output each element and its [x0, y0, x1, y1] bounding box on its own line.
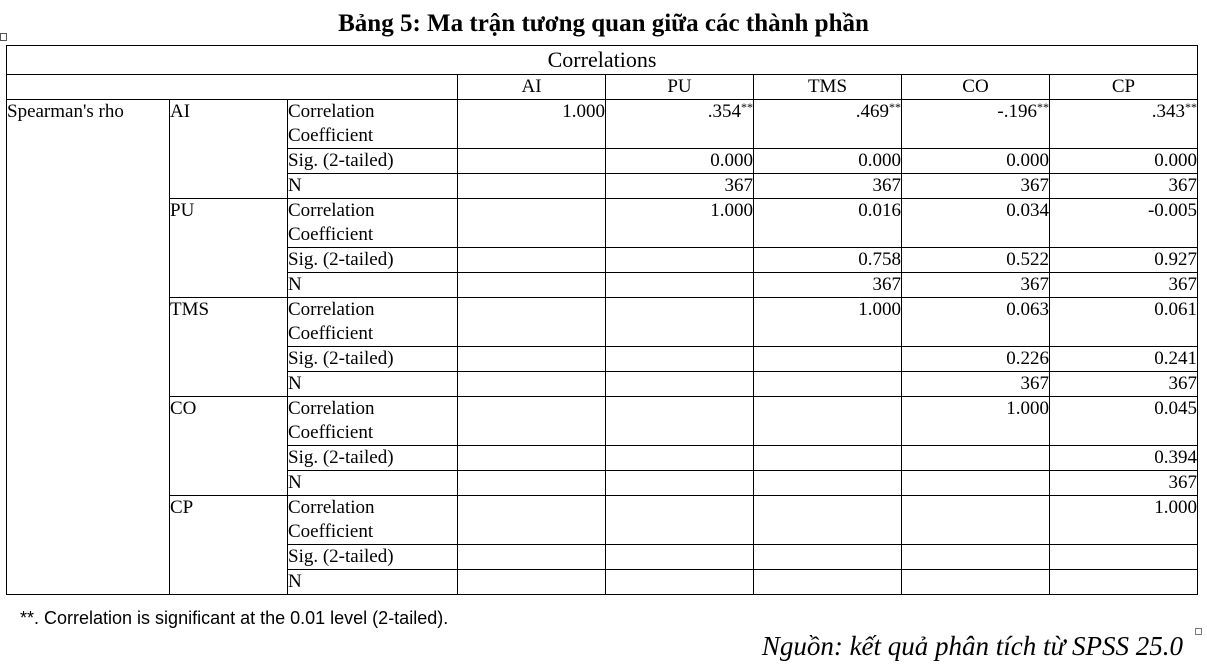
sig-value: 0.000	[606, 149, 754, 174]
n-value: 367	[902, 372, 1050, 397]
significance-marker: **	[741, 100, 753, 114]
coefficient-cell	[606, 199, 754, 248]
stat-label-sig: Sig. (2-tailed)	[288, 347, 458, 372]
coefficient-value: -.196	[997, 101, 1037, 122]
sig-value	[458, 545, 606, 570]
page-title: Bảng 5: Ma trận tương quan giữa các thành phần	[338, 10, 869, 37]
coefficient-cell	[1050, 397, 1198, 446]
sig-value	[902, 545, 1050, 570]
coefficient-cell	[754, 298, 902, 347]
stat-label-n: N	[288, 174, 458, 199]
table-row	[7, 496, 1198, 545]
n-value: 367	[754, 273, 902, 298]
coefficient-value: 1.000	[858, 299, 901, 320]
sig-value: 0.000	[902, 149, 1050, 174]
stat-label-n: N	[288, 372, 458, 397]
n-value: 367	[902, 273, 1050, 298]
coefficient-cell	[1050, 199, 1198, 248]
n-value	[902, 570, 1050, 595]
table-row	[7, 100, 1198, 149]
method-label: Spearman's rho	[7, 100, 170, 595]
stat-label-coefficient: Correlation Coefficient	[288, 298, 458, 347]
coefficient-cell	[458, 298, 606, 347]
coefficient-cell	[606, 100, 754, 149]
n-value	[754, 570, 902, 595]
sig-value	[606, 545, 754, 570]
n-value	[754, 372, 902, 397]
table-caption: Correlations	[7, 46, 1198, 75]
coefficient-cell	[902, 298, 1050, 347]
coefficient-cell	[754, 100, 902, 149]
stat-label-coefficient: Correlation Coefficient	[288, 496, 458, 545]
coefficient-value: .343	[1151, 101, 1186, 122]
coefficient-cell	[1050, 298, 1198, 347]
coefficient-cell	[902, 496, 1050, 545]
coefficient-value: 0.016	[858, 200, 901, 221]
stat-label-coefficient: Correlation Coefficient	[288, 100, 458, 149]
table-row	[7, 199, 1198, 248]
coefficient-value: 1.000	[1006, 398, 1049, 419]
n-value: 367	[606, 174, 754, 199]
sig-value	[754, 446, 902, 471]
sig-value	[458, 149, 606, 174]
coefficient-value: 0.034	[1006, 200, 1049, 221]
coefficient-value: .354	[707, 101, 741, 122]
n-value	[606, 372, 754, 397]
stat-label-coefficient: Correlation Coefficient	[288, 199, 458, 248]
coefficient-value: 1.000	[710, 200, 753, 221]
coefficient-cell	[458, 100, 606, 149]
column-header-cp: CP	[1050, 75, 1198, 100]
paragraph-end-icon	[1195, 628, 1202, 635]
sig-value: 0.000	[1050, 149, 1198, 174]
sig-value	[606, 347, 754, 372]
stat-label-sig: Sig. (2-tailed)	[288, 545, 458, 570]
coefficient-cell	[754, 199, 902, 248]
sig-value	[606, 446, 754, 471]
footnote: **. Correlation is significant at the 0.01 level (2-tailed).	[20, 608, 449, 628]
stat-label-n: N	[288, 570, 458, 595]
coefficient-cell	[902, 199, 1050, 248]
coefficient-value: 0.063	[1006, 299, 1049, 320]
sig-value: 0.758	[754, 248, 902, 273]
coefficient-value: 1.000	[562, 101, 605, 122]
n-value	[458, 174, 606, 199]
coefficient-cell	[1050, 100, 1198, 149]
coefficient-cell	[458, 199, 606, 248]
n-value: 367	[1050, 174, 1198, 199]
sig-value: 0.241	[1050, 347, 1198, 372]
column-header-co: CO	[902, 75, 1050, 100]
correlations-table	[6, 45, 1198, 595]
sig-value: 0.000	[754, 149, 902, 174]
sig-value	[458, 446, 606, 471]
header-blank-cell	[7, 75, 458, 100]
sig-value	[902, 446, 1050, 471]
significance-marker: **	[1185, 100, 1198, 114]
significance-marker: **	[1037, 100, 1049, 114]
n-value	[458, 570, 606, 595]
variable-label: TMS	[170, 298, 288, 397]
column-header-pu: PU	[606, 75, 754, 100]
coefficient-cell	[606, 397, 754, 446]
coefficient-cell	[458, 496, 606, 545]
stat-label-coefficient: Correlation Coefficient	[288, 397, 458, 446]
column-header-ai: AI	[458, 75, 606, 100]
sig-value: 0.927	[1050, 248, 1198, 273]
n-value	[458, 471, 606, 496]
sig-value	[1050, 545, 1198, 570]
n-value: 367	[1050, 372, 1198, 397]
coefficient-value: 0.045	[1154, 398, 1198, 419]
significance-marker: **	[889, 100, 901, 114]
coefficient-value: .469	[855, 101, 889, 122]
sig-value	[754, 347, 902, 372]
coefficient-cell	[754, 496, 902, 545]
coefficient-cell	[754, 397, 902, 446]
coefficient-cell	[606, 496, 754, 545]
n-value	[606, 471, 754, 496]
variable-label: PU	[170, 199, 288, 298]
variable-label: CP	[170, 496, 288, 595]
stat-label-sig: Sig. (2-tailed)	[288, 248, 458, 273]
sig-value	[458, 248, 606, 273]
sig-value: 0.394	[1050, 446, 1198, 471]
source-note: Nguồn: kết quả phân tích từ SPSS 25.0	[761, 631, 1183, 661]
variable-label: CO	[170, 397, 288, 496]
table-anchor-icon[interactable]	[0, 33, 7, 41]
coefficient-cell	[1050, 496, 1198, 545]
sig-value: 0.522	[902, 248, 1050, 273]
n-value	[606, 570, 754, 595]
stat-label-sig: Sig. (2-tailed)	[288, 149, 458, 174]
n-value: 367	[754, 174, 902, 199]
coefficient-value: 1.000	[1154, 497, 1198, 518]
n-value	[458, 372, 606, 397]
n-value	[902, 471, 1050, 496]
sig-value	[458, 347, 606, 372]
sig-value	[754, 545, 902, 570]
stat-label-sig: Sig. (2-tailed)	[288, 446, 458, 471]
n-value: 367	[902, 174, 1050, 199]
coefficient-value: 0.061	[1154, 299, 1198, 320]
table-row	[7, 397, 1198, 446]
n-value	[458, 273, 606, 298]
n-value	[754, 471, 902, 496]
coefficient-cell	[902, 397, 1050, 446]
coefficient-cell	[606, 298, 754, 347]
coefficient-cell	[458, 397, 606, 446]
sig-value	[606, 248, 754, 273]
stat-label-n: N	[288, 471, 458, 496]
variable-label: AI	[170, 100, 288, 199]
table-row	[7, 298, 1198, 347]
sig-value: 0.226	[902, 347, 1050, 372]
n-value: 367	[1050, 471, 1198, 496]
n-value	[1050, 570, 1198, 595]
column-header-tms: TMS	[754, 75, 902, 100]
stat-label-n: N	[288, 273, 458, 298]
coefficient-cell	[902, 100, 1050, 149]
n-value	[606, 273, 754, 298]
coefficient-value: -0.005	[1147, 200, 1198, 221]
n-value: 367	[1050, 273, 1198, 298]
